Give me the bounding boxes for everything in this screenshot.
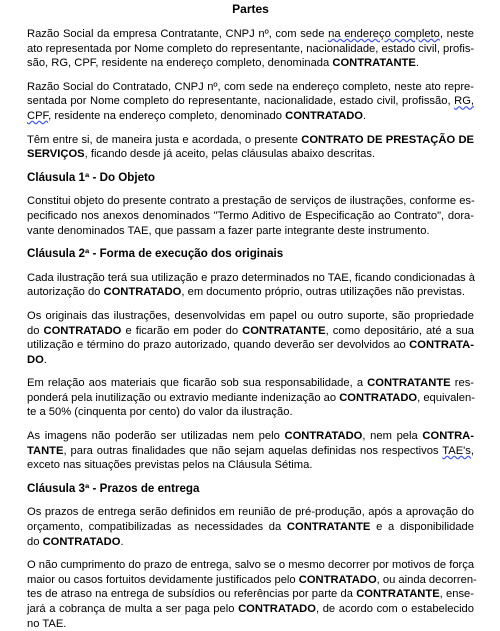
bold-term: TANTE — [27, 444, 64, 457]
text-line — [27, 94, 474, 109]
text-run: , ficando desde já aceito, pelas cláusulas abaixo descritas. — [84, 148, 376, 161]
text-run: , em documento próprio, outras utilizações não previstas. — [181, 286, 465, 299]
text-run: , — [470, 444, 474, 457]
text-line: ato representada por Nome completo do representante, nacionalidade, estado civil, profis- — [27, 42, 475, 55]
text-line — [27, 56, 474, 71]
text-run: , residente na endereço completo, denominado — [48, 109, 286, 122]
text-run: . — [363, 109, 367, 122]
text-line — [27, 573, 477, 588]
text-line — [27, 429, 474, 444]
text-line: Os originais das ilustrações, desenvolvidas em papel ou outro suporte, são propriedade — [27, 309, 474, 322]
bold-term: CONTRATADO — [284, 430, 363, 443]
spellcheck-underlined-text[interactable]: na endereço completo — [328, 28, 440, 40]
text-line — [27, 535, 474, 550]
bold-term: CONTRATO DE PRESTAÇÃO DE — [301, 133, 474, 146]
spellcheck-underlined-text[interactable]: CPF — [27, 109, 49, 122]
clause-2-paragraph-3 — [27, 376, 474, 420]
bold-term: DO — [27, 353, 44, 366]
text-run: ponderá pela inutilização ou extravio mediante indenização ao — [27, 391, 340, 404]
text-run: , ense- — [439, 588, 474, 601]
text-run: sentada por Nome completo do representante, nacionalidade, estado civil, profissão, — [27, 95, 455, 108]
text-run: do — [27, 324, 44, 337]
bold-term: CONTRATADO — [285, 109, 363, 122]
text-line: Cada ilustração terá sua utilização e prazo determinados no TAE, ficando condicionadas à — [27, 271, 475, 284]
text-run: , ou ainda decorren- — [376, 573, 477, 586]
bold-term: CONTRA- — [422, 430, 474, 443]
text-run: , de acordo com o estabelecido — [315, 603, 474, 615]
bold-term: SERVIÇOS — [27, 148, 85, 161]
text-line: Razão Social do Contratado, CNPJ nº, com sede na endereço completo, neste ato repre- — [27, 80, 474, 93]
text-run: jará a cobrança de multa a ser paga pelo — [27, 603, 239, 615]
clause-2-paragraph-1 — [27, 271, 474, 300]
text-line — [27, 324, 474, 339]
spellcheck-underlined-text[interactable]: TAE's — [442, 444, 471, 457]
text-run: . — [415, 57, 419, 70]
text-line — [27, 285, 474, 300]
text-line: O não cumprimento do prazo de entrega, salvo se o mesmo decorrer por motivos de força — [27, 559, 475, 572]
bold-term: CONTRATANTE — [356, 588, 440, 601]
party-contratante-paragraph — [27, 27, 474, 71]
text-run: As imagens não poderão ser utilizadas nem pelo — [27, 430, 285, 443]
clause-3-paragraph-1 — [27, 505, 474, 549]
text-run: . — [43, 353, 47, 366]
bold-term: CONTRATADO — [42, 535, 121, 548]
bold-term: CONTRATADO — [238, 603, 316, 615]
text-run: . — [120, 535, 124, 548]
text-run: , neste — [439, 28, 474, 40]
bold-term: CONTRATADO — [43, 324, 122, 337]
text-run: do — [27, 535, 43, 548]
text-run: e a disponibilidade — [370, 521, 474, 534]
text-run: e ficarão em poder do — [121, 324, 243, 337]
text-line — [27, 133, 474, 148]
clause-1-paragraph — [27, 194, 474, 238]
clause-2-heading: Cláusula 2ª - Forma de execução dos originais — [27, 247, 284, 261]
text-line: Constitui objeto do presente contrato a prestação de serviços de ilustrações, conforme es- — [27, 195, 475, 208]
spellcheck-underlined-text[interactable]: RG, — [454, 95, 474, 108]
text-line: pecificado nos anexos denominados "Termo Aditivo de Especificação ao Contrato", dora- — [27, 209, 474, 222]
text-run: tes de atraso na entrega de subsídios ou referências por parte da — [27, 588, 357, 601]
text-run: res- — [450, 377, 475, 390]
text-run: orçamento, compatibilizadas as necessidades da — [27, 521, 287, 534]
text-line: no TAE. — [27, 617, 67, 630]
text-run: utilização e término do prazo autorizado, quando deverão ser devolvidos ao — [27, 339, 410, 352]
text-line: Os prazos de entrega serão definidos em reunião de pré-produção, após a aprovação do — [27, 506, 474, 519]
text-run: , equivalen- — [417, 391, 475, 404]
bold-term: CONTRATANTE — [286, 521, 371, 534]
text-line — [27, 109, 474, 124]
text-run: , como depositário, até a sua — [325, 324, 474, 337]
bold-term: CONTRATA- — [409, 339, 474, 352]
text-line — [27, 444, 474, 459]
text-run: , nem pela — [362, 430, 423, 443]
bold-term: CONTRATANTE — [367, 377, 451, 390]
bold-term: CONTRATADO — [298, 573, 377, 586]
text-run: Têm entre si, de maneira justa e acordada, o presente — [27, 133, 302, 146]
clause-3-paragraph-2 — [27, 558, 477, 631]
bold-term: CONTRATANTE — [332, 57, 416, 70]
clause-2-paragraph-2 — [27, 309, 474, 367]
party-contratado-paragraph — [27, 80, 474, 124]
text-line — [27, 520, 474, 535]
section-title: Partes — [232, 2, 269, 16]
text-line — [27, 353, 474, 368]
text-run: , para outras finalidades que não sejam aquelas definidas nos respectivos — [63, 444, 443, 457]
text-run: são, RG, CPF, residente na endereço completo, denominada — [27, 57, 333, 70]
text-line — [27, 27, 474, 42]
clause-3-heading: Cláusula 3ª - Prazos de entrega — [27, 481, 200, 495]
text-run: Razão Social da empresa Contratante, CNPJ nº, com sede — [27, 28, 329, 40]
text-run: Em relação aos materiais que ficarão sob sua responsabilidade, a — [27, 377, 368, 390]
text-line — [27, 602, 474, 617]
text-line: vante denominados TAE, que passam a fazer parte integrante deste instrumento. — [27, 224, 430, 237]
clause-2-paragraph-4 — [27, 429, 474, 473]
text-line — [27, 391, 474, 406]
text-line: exceto nas situações previstas pelos na Cláusula Sétima. — [27, 459, 313, 472]
text-line — [27, 376, 474, 391]
bold-term: CONTRATANTE — [242, 324, 326, 337]
text-line — [27, 147, 474, 162]
text-run: autorização do — [27, 286, 104, 299]
text-line — [27, 338, 474, 353]
text-line: te a 50% (cinquenta por cento) do valor da ilustração. — [27, 406, 293, 419]
bold-term: CONTRATADO — [103, 286, 182, 299]
agreement-paragraph — [27, 133, 474, 162]
text-run: maior ou casos fortuitos devidamente justificados pelo — [27, 573, 299, 586]
bold-term: CONTRATADO — [339, 391, 418, 404]
clause-1-heading: Cláusula 1ª - Do Objeto — [27, 170, 155, 184]
